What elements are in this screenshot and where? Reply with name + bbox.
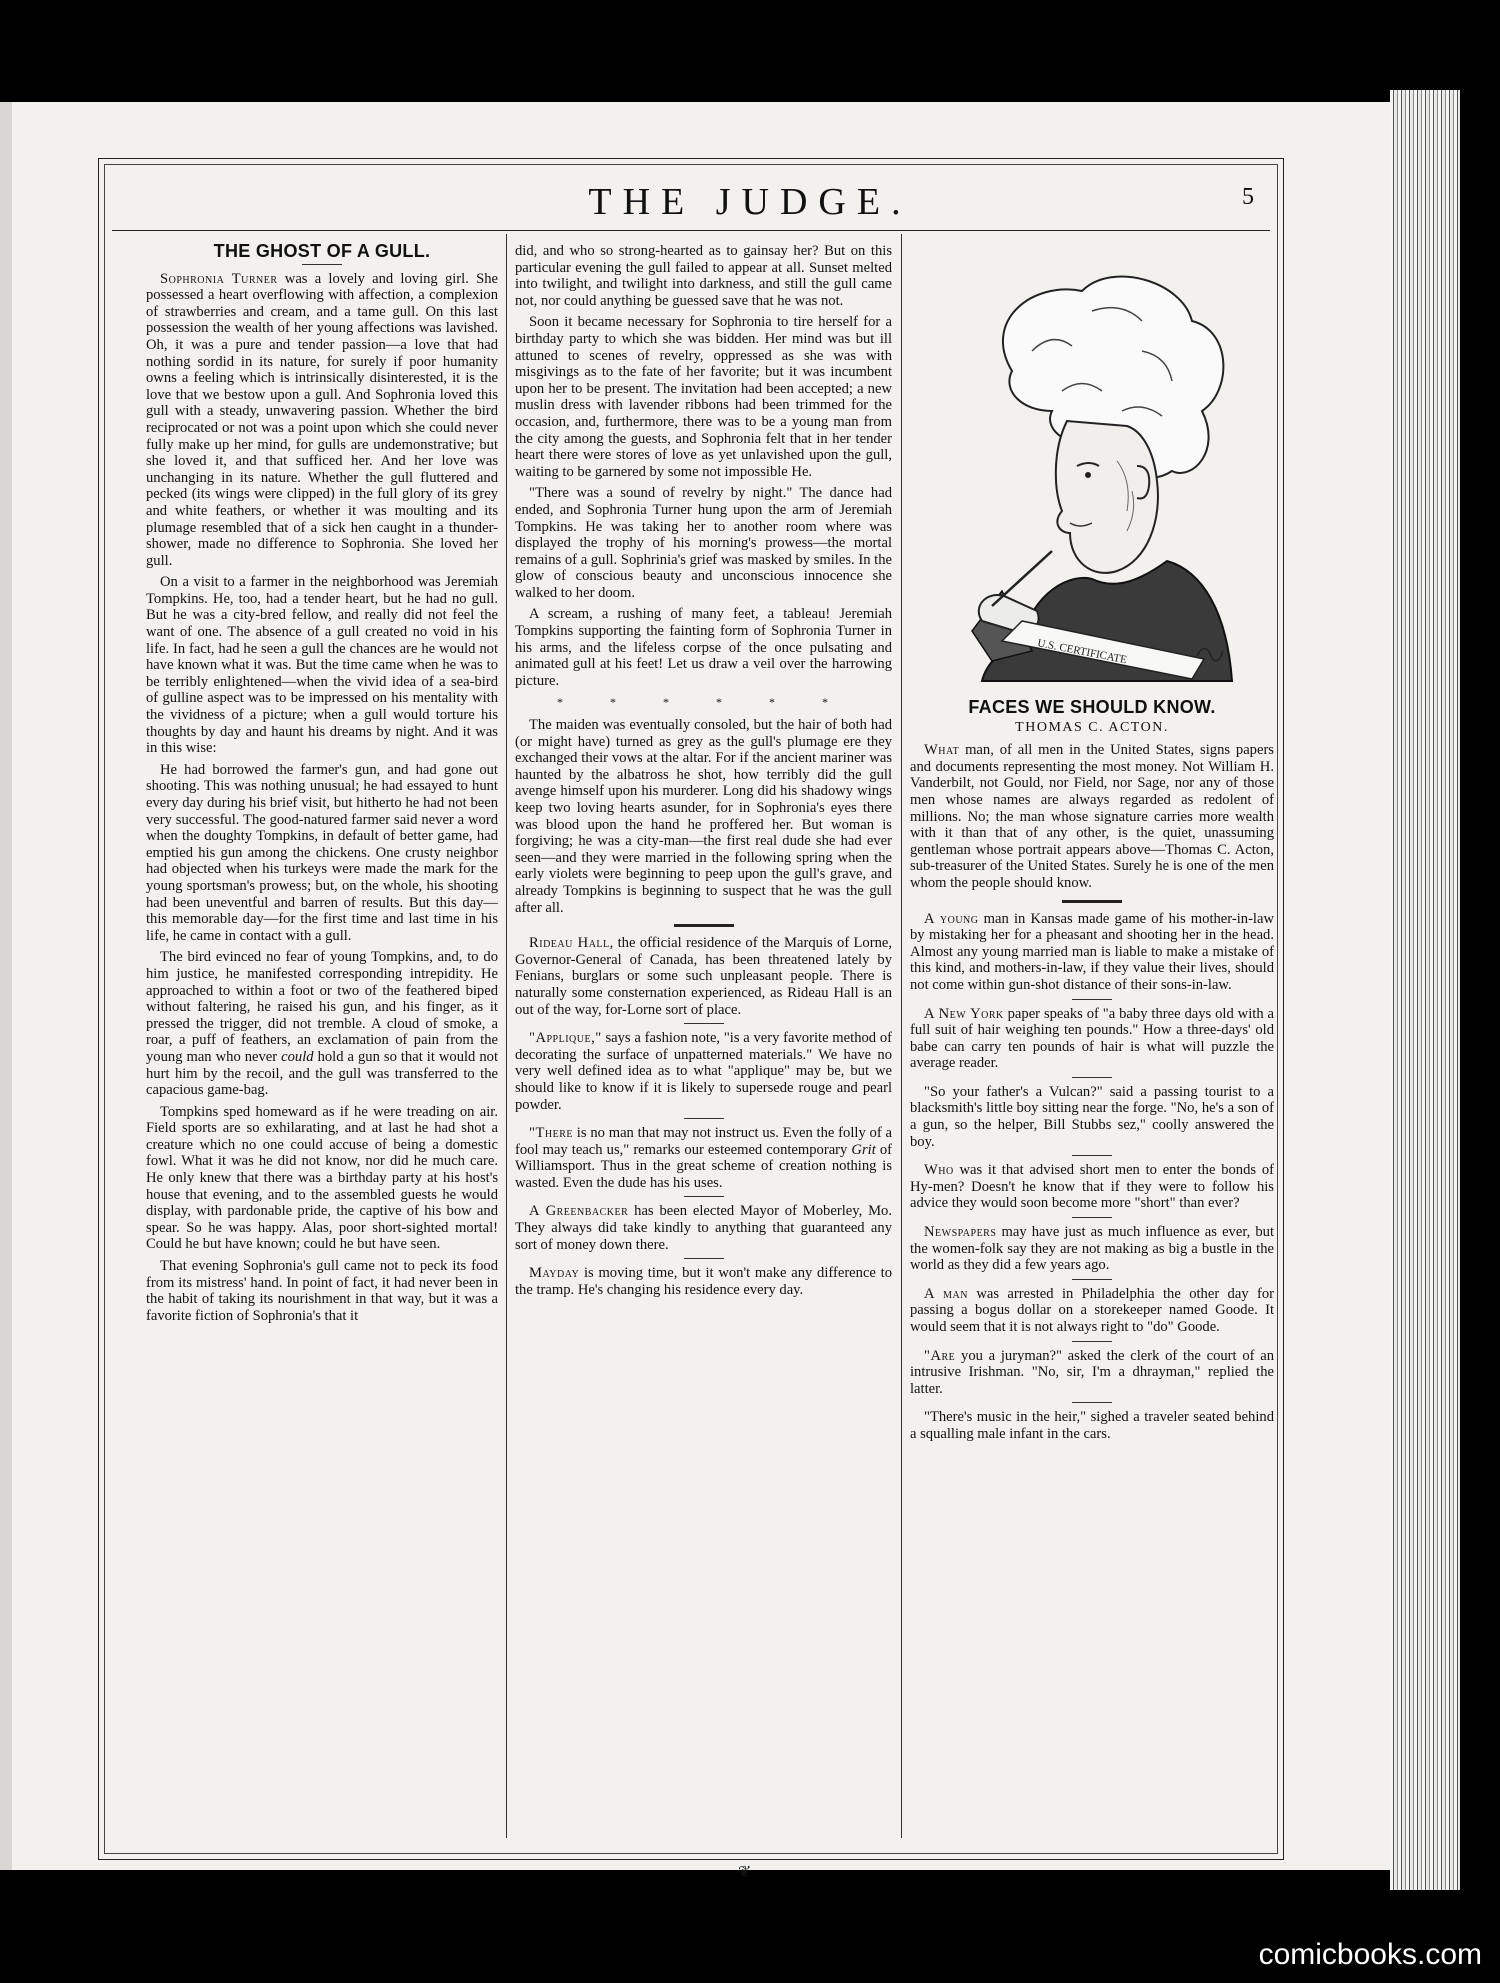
paragraph: He had borrowed the farmer's gun, and had gone out shooting. This was nothing unusual; he had essayed to hunt every day during his brief visit, but hitherto he had not been very successful. The good-natured farmer said never a word when the doughty Tompkins, in default of better game, had emptied his gun among the chickens. One crusty neighbor had objected when his turkeys were made the mark for the young sportsman's prowess; but, on the whole, his shooting had been uneventful and barren of results. But this day—this memorable day—for the first time and last time in his life, he came in contact with a gull. [146,761,498,944]
column-2 [515,243,892,1843]
item-rule [684,1023,724,1024]
portrait-illustration [942,261,1242,691]
paragraph: Soon it became necessary for Sophronia to tire herself for a birthday party to which she was bidden. Her mind was but ill attuned to scenes of revelry, oppressed as she was with misgivings as to the fate of her favorite; but it was incumbent upon her to be present. The invitation had been accepted; a new muslin dress with lavender ribbons had been trimmed for the occasion, and, furthermore, there was to be a young man from the city among the guests, and Sophronia felt that in her tender heart there were stores of love as yet unlavished upon the gull, waiting to be garnered by some not impossible He. [515,314,892,480]
paragraph-text: , the official residence of the Marquis of Lorne, Governor-General of Canada, has been threatened lately by Fenians, burglars or some such unpleasant people. There is naturally some consternation experienced, as Rideau Hall is an out of the way, for-Lorne sort of place. [515,935,892,1018]
paragraph: did, and who so strong-hearted as to gainsay her? But on this particular evening the gull failed to appear at all. Sunset melted into twilight, and twilight into darkness, and still the gull came not, nor could anything be guessed save that he was not. [515,243,892,309]
section-break-stars: * * * * * * [557,695,850,710]
paragraph-text: was arrested in Philadelphia the other day for passing a bogus dollar on a storekeeper named Goode. It would seem that it is not always right to "do" Goode. [910,1285,1274,1335]
item-rule [1072,1155,1112,1156]
certificate-label: U.S. CERTIFICATE [1036,637,1128,667]
masthead-rule [112,230,1270,231]
paragraph: On a visit to a farmer in the neighborhood was Jeremiah Tompkins. He, too, had a tender heart, but he had no gull. But he was a city-bred fellow, and really did not feel the want of one. The absence of a gull created no void in his life. In fact, had he seen a gull the chances are he would not have known what it was. But the time came when he was to be terribly enlightened—when the vivid idea of a sea-bird of gulline aspect was to be impressed on his mentality with the vividness of a picture; when a gull would torture his thoughts by day and haunt his dreams by night. And it was in this wise: [146,574,498,757]
footer-ornament-icon: ❦ [738,1864,752,1881]
column-rule-1 [506,234,507,1838]
paragraph-text: paper speaks of "a baby three days old with a full suit of hair weighing ten pounds." How a three-days' old babe can carry ten pounds of hair is what will puzzle the average reader. [910,1005,1274,1072]
item-rule [1072,999,1112,1000]
article-headline: THE GHOST OF A GULL. [213,243,431,261]
paragraph [515,1203,892,1253]
lead-in: A Greenbacker [529,1203,629,1220]
masthead-title: THE JUDGE. [588,181,912,223]
paragraph-text: says a fashion note, "is a very favorite method of decorating the surface of unpatterned materials." We have no very well defined idea as to what "applique" may be, but we should like to know if it is likely to supersede rouge and pearl powder. [515,1030,892,1113]
item-rule [1072,1217,1112,1218]
lead-in: "Applique," [529,1030,602,1047]
paragraph-text: you a juryman?" asked the clerk of the court of an intrusive Irishman. "No, sir, I'm a dhrayman," replied the latter. [910,1347,1274,1397]
book-page-edges [1390,90,1460,1890]
item-rule [1072,1402,1112,1403]
paragraph-text: man, of all men in the United States, signs papers and documents representing the most money. Not William H. Vanderbilt, not Gould, nor Field, nor Sage, nor any of those men whose names are always regarded as redolent of millions. No; the man whose signature carries more wealth with it than that of any other, is the quiet, unassuming gentleman whose portrait appears above—Thomas C. Acton, sub-treasurer of the United States. Surely he is one of the men whom the people should know. [910,742,1274,891]
portrait-byline: THOMAS C. ACTON. [1015,719,1169,735]
lead-in: "There [529,1125,573,1142]
paragraph-text: may have just as much influence as ever, but the women-folk say they are not making as big a bustle in the world as they did a few years ago. [910,1224,1274,1274]
column-3 [910,243,1274,1843]
page-number: 5 [1242,184,1254,210]
item-rule [684,1258,724,1259]
paragraph [515,1030,892,1113]
paragraph: "There was a sound of revelry by night." The dance had ended, and Sophronia Turner hung upon the arm of Jeremiah Tompkins. He was taking her to another room where was displayed the trophy of his morning's prowess—the mortal remains of a gull. Sophrinia's grief was masked by smiles. In the glow of conscious beauty and unconscious innocence she walked to her doom. [515,485,892,601]
section-rule [674,924,734,927]
lead-in: Mayday [529,1265,580,1282]
paragraph-text: is moving time, but it won't make any difference to the tramp. He's changing his residence every day. [515,1265,892,1298]
paragraph [910,1006,1274,1072]
lead-in: What [924,742,960,759]
item-rule [1072,1077,1112,1078]
emphasis: Grit [851,1141,876,1158]
paragraph-text: has been elected Mayor of Moberley, Mo. They always did take kindly to anything that guaranteed any sort of money down there. [515,1203,892,1253]
watermark: comicbooks.com [1258,1938,1482,1971]
paragraph-text: of Williamsport. Thus in the great scheme of creation nothing is wasted. Even the dude has his uses. [515,1141,892,1191]
paragraph [910,1286,1274,1336]
column-1 [146,243,498,1843]
item-rule [684,1196,724,1197]
paragraph-text: man in Kansas made game of his mother-in-law by mistaking her for a pheasant and shooting her in the head. Almost any young married man is liable to make a mistake of this kind, and mothers-in-law, if they value their lives, should not come within gun-shot distance of their sons-in-law. [910,910,1274,993]
lead-in: A man [924,1285,968,1302]
lead-in: Rideau Hall [529,935,610,952]
item-rule [1072,1279,1112,1280]
paragraph [515,1125,892,1191]
lead-in: Who [924,1162,954,1179]
paragraph [515,1265,892,1298]
item-rule [684,1118,724,1119]
section-rule [1062,900,1122,903]
column-rule-2 [901,234,902,1838]
paragraph: "So your father's a Vulcan?" said a passing tourist to a blacksmith's little boy sitting near the forge. "No, he's a son of a gun, so the helper, Bill Stubbs sez," coolly answered the boy. [910,1083,1274,1150]
paragraph: The maiden was eventually consoled, but the hair of both had (or might have) turned as grey as the gull's plumage ere they exchanged their vows at the altar. For if the ancient mariner was haunted by the albatross he shot, how terribly did the gull avenge himself upon his murderer. Long did his shadowy wings keep two loving hearts asunder, for in Sophronia's eyes there was blood upon the hand he proffered her. But woman is forgiving; he was a city-man—the first real dude she had ever seen—and they were married in the following spring when the early violets were beginning to peep upon the gull's grave, and already Tompkins is beginning to suspect that he was the gull after all. [515,717,892,916]
paragraph [910,1224,1274,1274]
emphasis: could [281,1048,314,1065]
lead-in: Newspapers [924,1224,997,1241]
paragraph-text: hold a gun so that it would not hurt him by the recoil, and the gull was transferred to the capacious game-bag. [146,1048,498,1099]
paragraph: "There's music in the heir," sighed a traveler seated behind a squalling male infant in the cars. [910,1409,1274,1442]
paragraph-text: The bird evinced no fear of young Tompkins, and, to do him justice, he manifested corresponding intrepidity. He approached to within a foot or two of the feathered biped without faltering, he raised his gun, and his finger, as it pressed the trigger, did not tremble. A cloud of smoke, a roar, a puff of feathers, an exclamation of pain from the young man who never [146,949,498,1065]
paragraph [146,949,498,1098]
lead-in: A young [924,910,979,927]
paragraph [910,911,1274,994]
paragraph-text: was a lovely and loving girl. She possessed a heart overflowing with affection, a complexion of strawberries and cream, and a tame gull. On this last possession the wealth of her young affections was lavished. Oh, it was a pure and tender passion—a love that had nothing sordid in its nature, for surely if poor humanity owns a feeling which is intrinsically disinterested, it is the love that we bestow upon a gull. And Sophronia loved this gull with a steady, unwavering passion. Whether the bird reciprocated or not was a point upon which she could never fully make up her mind, for gulls are undemonstrative; but she loved it, and that sufficed her. And her love was unchanging in its nature. Whether the gull fluttered and pecked (its wings were clipped) in the full glory of its grey and white feathers, or whether it was moulting and its plumage resembled that of a sick hen caught in a thunder-shower, made no difference to Sophronia. She loved her gull. [146,270,498,569]
lead-in: Sophronia Turner [160,270,278,287]
lead-in: "Are [924,1347,956,1364]
section-headline: FACES WE SHOULD KNOW. [968,697,1216,717]
lead-in: A New York [924,1005,1004,1022]
paragraph-text: was it that advised short men to enter the bonds of Hy-men? Doesn't he know that if they were to follow his advice they would soon become more "short" than ever? [910,1162,1274,1212]
paragraph [910,1348,1274,1398]
left-page-edge [0,102,12,1870]
paragraph [515,935,892,1018]
paragraph: Tompkins sped homeward as if he were treading on air. Field sports are so exhilarating, and at last he had shot a creature which no one could accuse of being a domestic fowl. What it was he did not know, nor did he much care. He only knew that there was a birthday party at his host's house that evening, and to the assembled guests he would display, with pardonable pride, the captive of his bow and spear. So he was happy. Alas, poor short-sighted mortal! Could he but have known; could he but have seen. [146,1103,498,1253]
item-rule [1072,1341,1112,1342]
paragraph: A scream, a rushing of many feet, a tableau! Jeremiah Tompkins supporting the fainting form of Sophronia Turner in his arms, and the lifeless corpse of the once pulsating and animated gull at his feet! Let us draw a veil over the harrowing picture. [515,606,892,689]
paragraph [146,271,498,570]
paragraph-text: is no man that may not instruct us. Even the folly of a fool may teach us," remarks our esteemed contemporary [515,1125,892,1158]
paragraph [910,742,1274,891]
headline-rule [302,264,342,265]
paragraph: That evening Sophronia's gull came not to peck its food from its mistress' hand. In point of fact, it had never been in the habit of taking its nourishment in that way, but it was a favorite fiction of Sophronia's that it [146,1258,498,1324]
paragraph [910,1162,1274,1212]
